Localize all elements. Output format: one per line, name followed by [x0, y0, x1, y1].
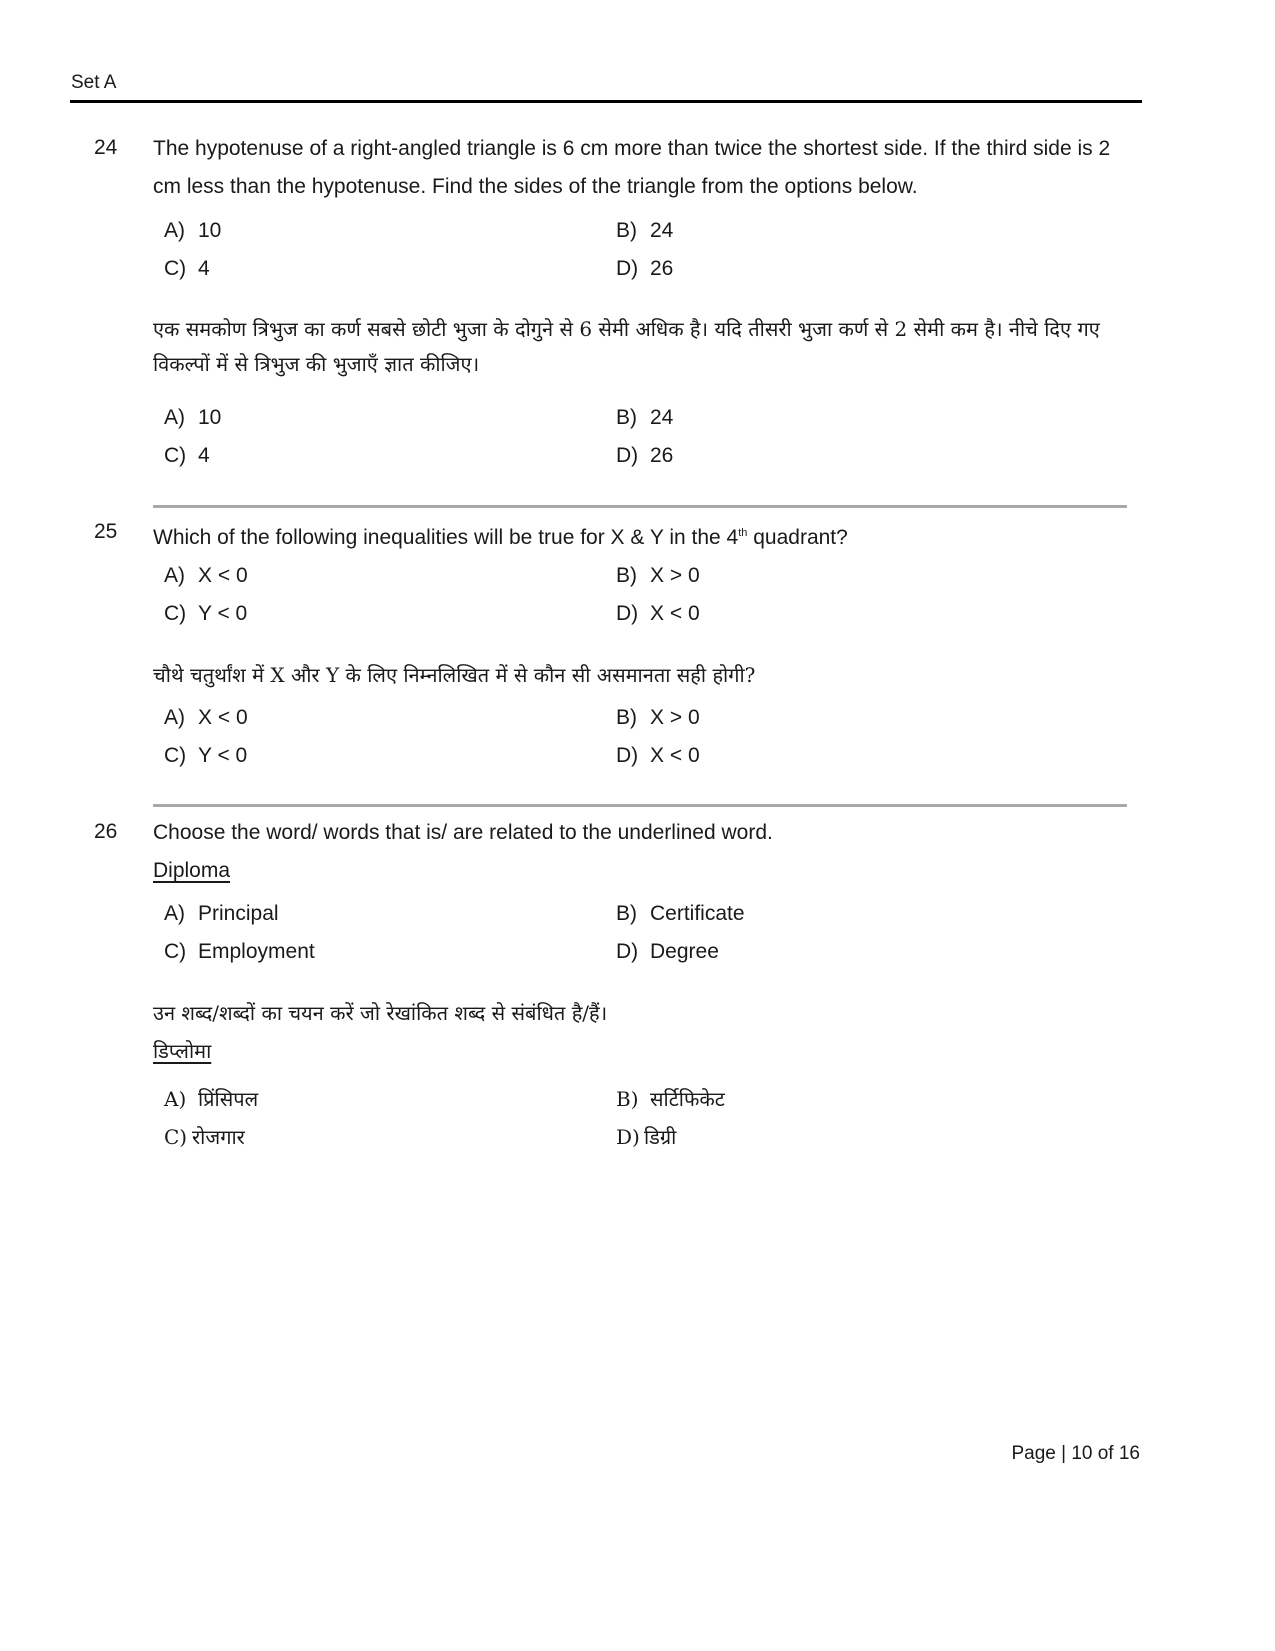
option-c: C) Employment: [164, 940, 315, 963]
option-d-hi: D) 26: [616, 444, 674, 467]
question-stem-hi: उन शब्द/शब्दों का चयन करें जो रेखांकित शब्द से संबंधित है/हैं।: [153, 1001, 608, 1025]
option-d: D) Degree: [616, 940, 719, 963]
page-number: Page | 10 of 16: [1011, 1443, 1140, 1464]
option-d-hi: D) डिग्री: [616, 1125, 677, 1149]
option-d: D) 26: [616, 257, 674, 280]
option-b: B) Certificate: [616, 902, 745, 925]
question-stem-hi: चौथे चतुर्थांश में X और Y के लिए निम्नलिखित में से कौन सी असमानता सही होगी?: [153, 663, 756, 687]
option-d-hi: D) X < 0: [616, 744, 700, 767]
option-c: C) 4: [164, 257, 210, 280]
question-divider: [153, 505, 1127, 508]
option-b: B) 24: [616, 219, 674, 242]
option-c-hi: C) 4: [164, 444, 210, 467]
question-stem-en: Which of the following inequalities will be true for X & Y in the 4th quadrant?: [153, 526, 848, 549]
option-a-hi: A) प्रिंसिपल: [164, 1087, 259, 1111]
question-number: 25: [94, 520, 118, 543]
question-number: 24: [94, 136, 118, 159]
option-b-hi: B) X > 0: [616, 706, 700, 729]
option-d: D) X < 0: [616, 602, 700, 625]
question-divider: [153, 804, 1127, 807]
question-number: 26: [94, 820, 118, 843]
question-stem-en: The hypotenuse of a right-angled triangle is 6 cm more than twice the shortest side. If the third side is 2 cm less than the hypotenuse. Find the sides of the triangle from the options below.: [153, 137, 1111, 198]
option-b: B) X > 0: [616, 564, 700, 587]
option-b-hi: B) सर्टिफिकेट: [616, 1087, 725, 1111]
option-a: A) X < 0: [164, 564, 248, 587]
option-a-hi: A) 10: [164, 406, 222, 429]
page-header: [70, 72, 1142, 103]
option-a: A) Principal: [164, 902, 279, 925]
option-a: A) 10: [164, 219, 222, 242]
underlined-word-en: Diploma: [153, 859, 231, 882]
question-stem-en: Choose the word/ words that is/ are related to the underlined word.: [153, 821, 773, 844]
underlined-word-hi: डिप्लोमा: [153, 1039, 212, 1063]
option-c-hi: C) Y < 0: [164, 744, 248, 767]
question-stem-hi: एक समकोण त्रिभुज का कर्ण सबसे छोटी भुजा के दोगुने से 6 सेमी अधिक है। यदि तीसरी भुजा कर्ण से 2 सेमी कम है। नीचे दिए गए विकल्पों में से त्रिभुज की भुजाएँ ज्ञात कीजिए।: [153, 317, 1100, 376]
option-a-hi: A) X < 0: [164, 706, 248, 729]
option-c-hi: C) रोजगार: [164, 1125, 245, 1149]
set-label: Set A: [71, 72, 117, 93]
option-b-hi: B) 24: [616, 406, 674, 429]
option-c: C) Y < 0: [164, 602, 248, 625]
